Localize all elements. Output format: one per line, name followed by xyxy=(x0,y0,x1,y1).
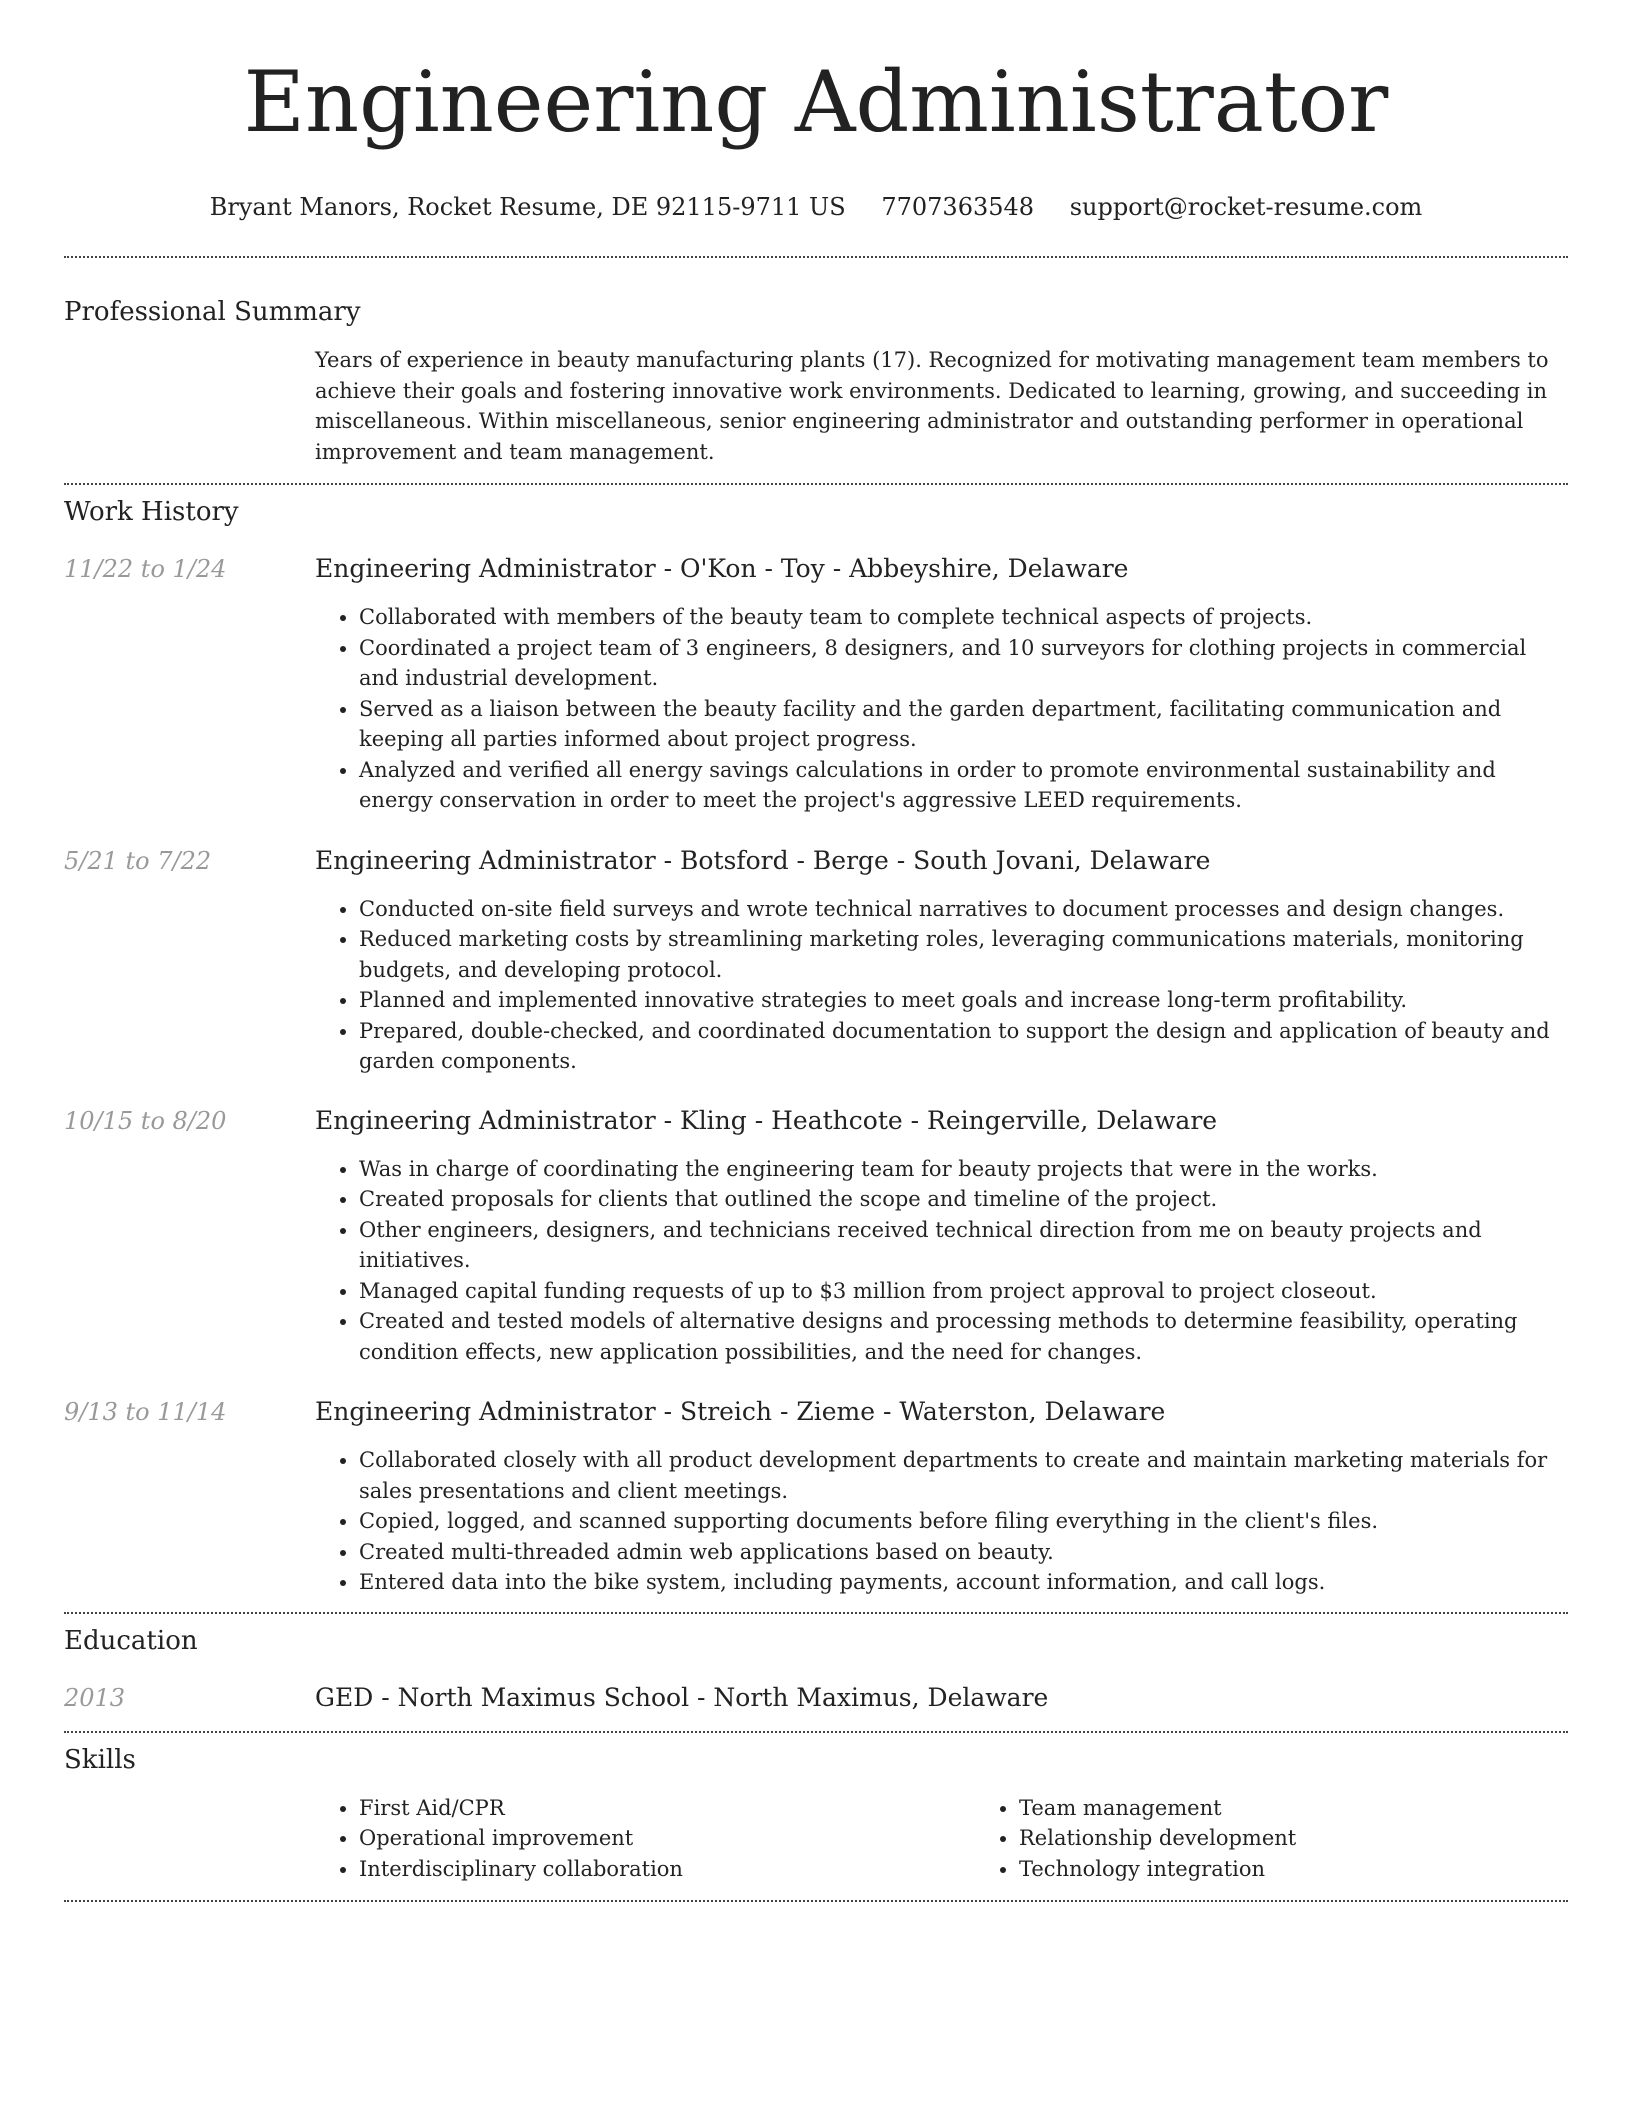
contact-address: Bryant Manors, Rocket Resume, DE 92115-9711 US xyxy=(209,193,846,221)
job-bullet: • Was in charge of coordinating the engineering team for beauty projects that were in the works. xyxy=(359,1154,1568,1185)
job-bullet: • Managed capital funding requests of up to $3 million from project approval to project closeout. xyxy=(359,1276,1568,1307)
skills-list xyxy=(315,1793,975,1885)
job-entry xyxy=(64,1396,1568,1598)
skills-section xyxy=(64,1733,1568,1885)
job-date: 5/21 to 7/22 xyxy=(64,846,212,875)
job-bullet: • Coordinated a project team of 3 engineers, 8 designers, and 10 surveyors for clothing projects in commercial and industrial development. xyxy=(359,633,1568,694)
contact-line xyxy=(64,192,1568,222)
education-title: GED - North Maximus School - North Maximus, Delaware xyxy=(315,1682,1049,1712)
job-bullet: • Other engineers, designers, and technicians received technical direction from me on beauty projects and initiatives. xyxy=(359,1215,1568,1276)
work-section xyxy=(64,485,1568,1598)
job-bullet: • Analyzed and verified all energy savings calculations in order to promote environmental sustainability and energy conservation in order to meet the project's aggressive LEED requirements. xyxy=(359,755,1568,816)
work-heading: Work History xyxy=(64,497,239,527)
skill-item: • Team management xyxy=(1019,1793,1632,1824)
job-bullet: • Collaborated closely with all product development departments to create and maintain marketing materials for sales presentations and client meetings. xyxy=(359,1445,1568,1506)
job-bullet: • Served as a liaison between the beauty facility and the garden department, facilitating communication and keeping all parties informed about project progress. xyxy=(359,694,1568,755)
job-bullet: • Created and tested models of alternative designs and processing methods to determine feasibility, operating condition effects, new application possibilities, and the need for changes. xyxy=(359,1306,1568,1367)
job-bullet: • Planned and implemented innovative strategies to meet goals and increase long-term profitability. xyxy=(359,985,1568,1016)
job-date: 10/15 to 8/20 xyxy=(64,1106,227,1135)
job-title: Engineering Administrator - O'Kon - Toy - Abbeyshire, Delaware xyxy=(315,554,1129,583)
education-section xyxy=(64,1614,1568,1714)
skills-heading: Skills xyxy=(64,1744,136,1775)
job-date: 11/22 to 1/24 xyxy=(64,555,227,583)
job-bullets xyxy=(315,894,1568,1077)
summary-text: Years of experience in beauty manufacturing plants (17). Recognized for motivating management team members to achieve their goals and fostering innovative work environments. Dedicated to learning, growing, and succeeding in miscellaneous. Within miscellaneous, senior engineering administrator and outstanding performer in operational improvement and team management. xyxy=(315,348,1549,464)
job-bullet: • Created multi-threaded admin web applications based on beauty. xyxy=(359,1537,1568,1568)
skill-item: • Interdisciplinary collaboration xyxy=(359,1854,975,1885)
contact-phone: 7707363548 xyxy=(881,193,1035,221)
education-entry xyxy=(64,1682,1568,1714)
education-date: 2013 xyxy=(64,1683,126,1712)
job-date: 9/13 to 11/14 xyxy=(64,1398,227,1426)
skill-item: • Operational improvement xyxy=(359,1823,975,1854)
job-bullets xyxy=(315,1445,1568,1598)
summary-section xyxy=(64,258,1568,467)
job-entry xyxy=(64,845,1568,1077)
job-bullet: • Collaborated with members of the beauty team to complete technical aspects of projects. xyxy=(359,602,1568,633)
job-bullets xyxy=(315,602,1568,816)
contact-email: support@rocket-resume.com xyxy=(1069,193,1423,221)
job-bullet: • Conducted on-site field surveys and wrote technical narratives to document processes and design changes. xyxy=(359,894,1568,925)
summary-heading: Professional Summary xyxy=(64,297,361,327)
job-bullet: • Prepared, double-checked, and coordinated documentation to support the design and application of beauty and garden components. xyxy=(359,1016,1568,1077)
resume-name: Engineering Administrator xyxy=(243,53,1389,151)
job-title: Engineering Administrator - Streich - Zieme - Waterston, Delaware xyxy=(315,1397,1166,1426)
job-title: Engineering Administrator - Botsford - Berge - South Jovani, Delaware xyxy=(315,845,1211,875)
skills-list xyxy=(975,1793,1632,1885)
skill-item: • First Aid/CPR xyxy=(359,1793,975,1824)
job-bullets xyxy=(315,1154,1568,1368)
job-bullet: • Reduced marketing costs by streamlining marketing roles, leveraging communications materials, monitoring budgets, and developing protocol. xyxy=(359,924,1568,985)
divider xyxy=(64,1900,1568,1902)
job-entry xyxy=(64,1105,1568,1368)
job-bullet: • Entered data into the bike system, including payments, account information, and call logs. xyxy=(359,1567,1568,1598)
job-bullet: • Created proposals for clients that outlined the scope and timeline of the project. xyxy=(359,1184,1568,1215)
job-entry xyxy=(64,553,1568,816)
education-heading: Education xyxy=(64,1625,198,1656)
skill-item: • Relationship development xyxy=(1019,1823,1632,1854)
skill-item: • Technology integration xyxy=(1019,1854,1632,1885)
job-bullet: • Copied, logged, and scanned supporting documents before filing everything in the client's files. xyxy=(359,1506,1568,1537)
job-title: Engineering Administrator - Kling - Heathcote - Reingerville, Delaware xyxy=(315,1105,1218,1135)
